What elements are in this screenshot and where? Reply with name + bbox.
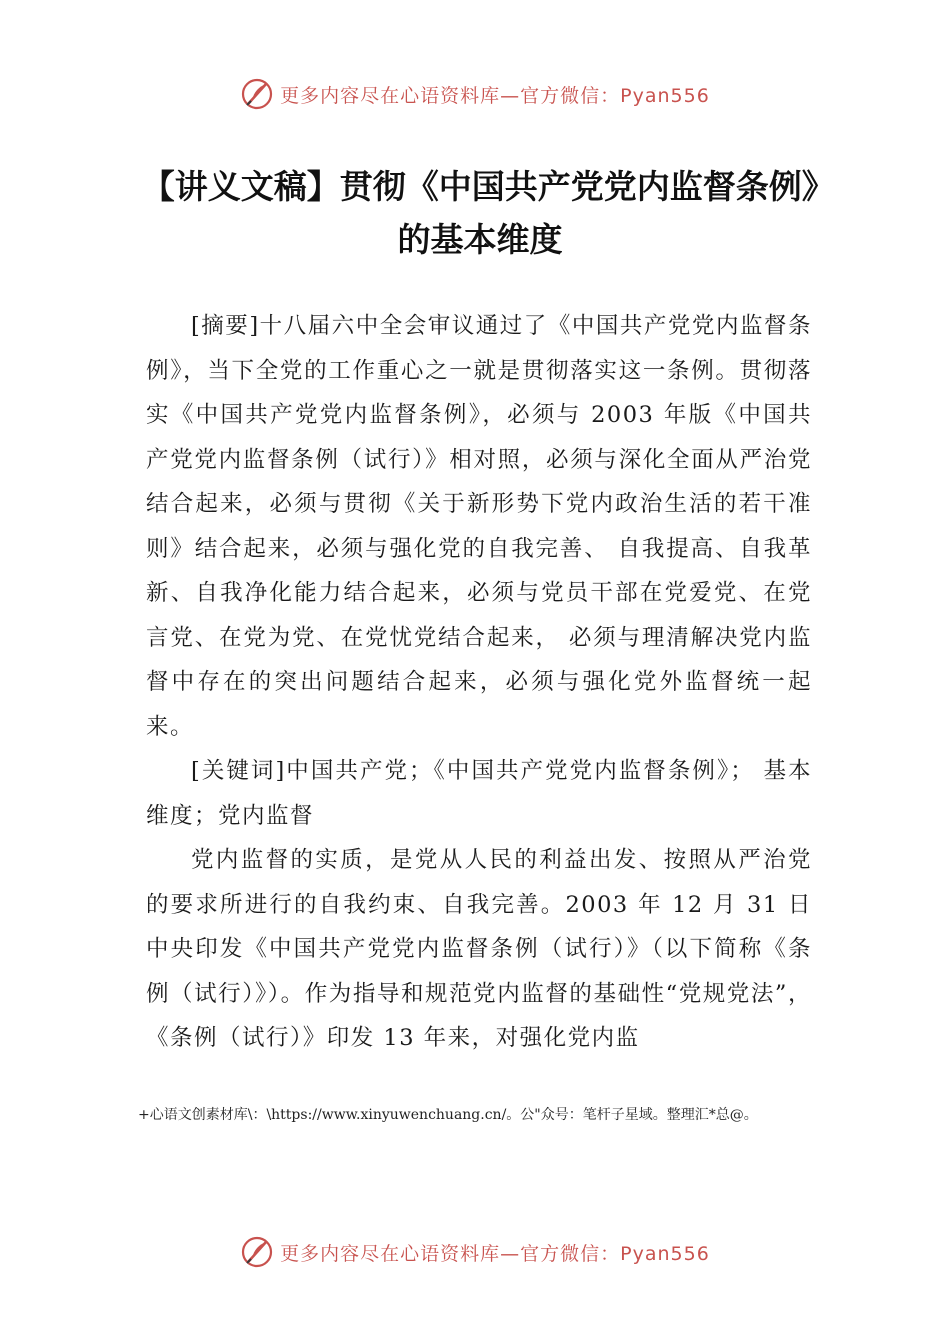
wechat-id: Pyan556 — [620, 1242, 710, 1265]
quill-pen-circle-icon — [240, 77, 274, 111]
source-footnote: +心语文创素材库\：\https://www.xinyuwenchuang.cn/。公"众号：笔杆子星域。整理汇*总@。 — [138, 1107, 758, 1123]
banner-text — [280, 1239, 710, 1266]
header-banner — [0, 74, 950, 114]
document-body — [146, 304, 812, 1061]
body-paragraph: 党内监督的实质，是党从人民的利益出发、按照从严治党的要求所进行的自我约束、自我完善。2003 年 12 月 31 日中央印发《中国共产党党内监督条例（试行）》（以下简称《条例（试行）》）。作为指导和规范党内监督的基础性“党规党法”，《条例（试行）》印发 13 年来，对强化党内监 — [146, 847, 812, 1051]
wechat-id: Pyan556 — [620, 84, 710, 107]
document-title: 【讲义文稿】贯彻《中国共产党党内监督条例》的基本维度 — [141, 167, 819, 259]
quill-pen-circle-icon — [240, 1235, 274, 1269]
footer-banner — [0, 1232, 950, 1272]
banner-label: 更多内容尽在心语资料库—官方微信： — [280, 1242, 621, 1265]
keywords-paragraph: [关键词]中国共产党；《中国共产党党内监督条例》； 基本维度；党内监督 — [146, 758, 812, 829]
banner-label: 更多内容尽在心语资料库—官方微信： — [280, 84, 621, 107]
abstract-paragraph: [摘要]十八届六中全会审议通过了《中国共产党党内监督条例》，当下全党的工作重心之一就是贯彻落实这一条例。贯彻落实《中国共产党党内监督条例》，必须与 2003 年版《中国共产党党内监督条例（试行）》相对照，必须与深化全面从严治党结合起来，必须与贯彻《关于新形势下党内政治生活的若干准则》结合起来，必须与强化党的自我完善、 自我提高、自我革新、自我净化能力结合起来，必须与党员干部在党爱党、在党言党、在党为党、在党忧党结合起来， 必须与理清解决党内监督中存在的突出问题结合起来，必须与强化党外监督统一起来。 — [146, 313, 812, 740]
banner-text — [280, 81, 710, 108]
